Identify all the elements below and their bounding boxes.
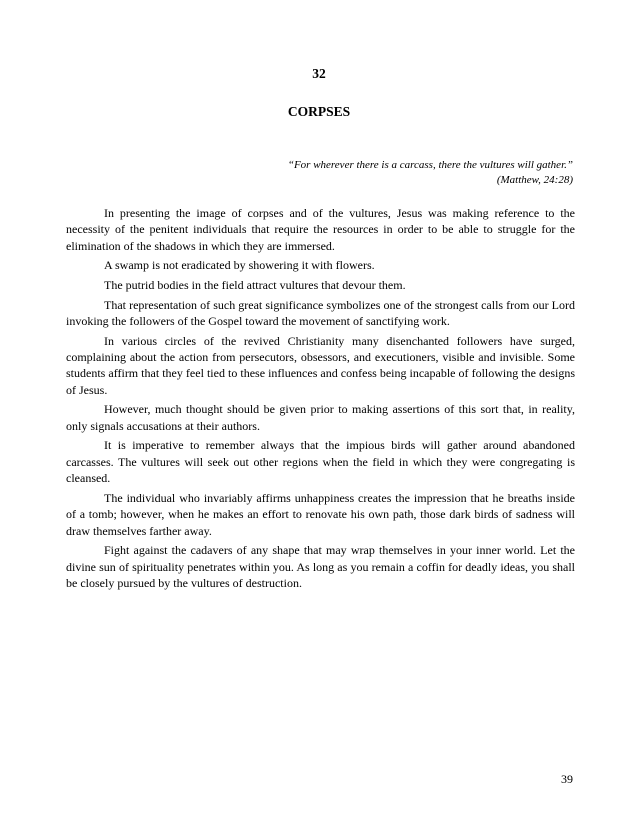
- paragraph: That representation of such great significance symbolizes one of the strongest calls from our Lord invoking the followers of the Gospel toward the movement of sanctifying work.: [66, 297, 575, 328]
- page-number: 39: [561, 772, 573, 786]
- paragraph: It is imperative to remember always that the impious birds will gather around abandoned carcasses. The vultures will seek out other regions when the field in which they were congregating is cleansed.: [66, 438, 575, 486]
- epigraph-source: (Matthew, 24:28): [496, 174, 573, 186]
- chapter-number: 32: [312, 66, 326, 81]
- paragraph: However, much thought should be given prior to making assertions of this sort that, in reality, only signals accusations at their authors.: [66, 402, 575, 433]
- paragraph: In presenting the image of corpses and of the vultures, Jesus was making reference to the necessity of the penitent individuals that require the resources in order to be able to struggle for the elimination of the shadows in which they are immersed.: [66, 206, 575, 253]
- paragraph: The individual who invariably affirms unhappiness creates the impression that he breaths inside of a tomb; however, when he makes an effort to renovate his own path, those dark birds of sadness will draw themselves farther away.: [66, 490, 575, 538]
- epigraph: [153, 158, 573, 188]
- epigraph-quote: “For wherever there is a carcass, there the vultures will gather.”: [287, 159, 573, 171]
- paragraph: A swamp is not eradicated by showering it with flowers.: [104, 258, 375, 273]
- paragraph: In various circles of the revived Christianity many disenchanted followers have surged, complaining about the action from persecutors, obsessors, and executioners, visible and invisible. Some students affirm that they feel tied to these influences and confess being incapable of following the designs of Jesus.: [66, 333, 575, 397]
- chapter-body: [66, 205, 575, 595]
- paragraph: The putrid bodies in the field attract vultures that devour them.: [104, 278, 406, 292]
- paragraph: Fight against the cadavers of any shape that may wrap themselves in your inner world. Let the divine sun of spirituality penetrates within you. As long as you remain a coffin for deadly ideas, you shall be closely pursued by the vultures of destruction.: [66, 543, 575, 591]
- chapter-title: CORPSES: [287, 104, 351, 119]
